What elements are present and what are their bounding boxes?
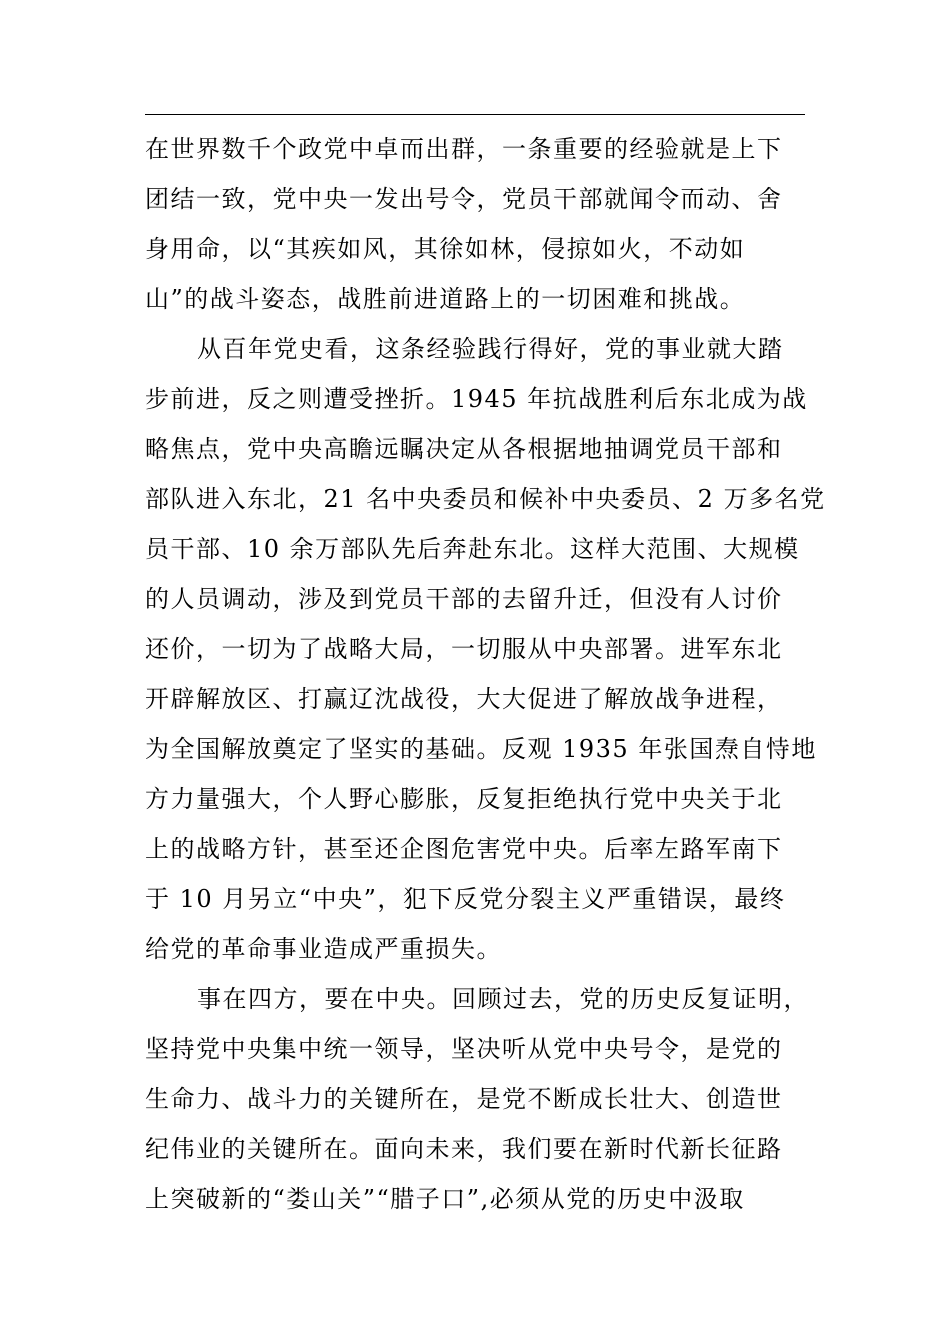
text-line: 纪伟业的关键所在。面向未来，我们要在新时代新长征路 (145, 1135, 783, 1163)
text-line: 员干部、10 余万部队先后奔赴东北。这样大范围、大规模 (145, 535, 800, 563)
document-body (145, 124, 845, 1224)
text-line: 在世界数千个政党中卓而出群，一条重要的经验就是上下 (145, 135, 783, 163)
text-line: 步前进，反之则遭受挫折。1945 年抗战胜利后东北成为战 (145, 385, 808, 413)
text-line: 上突破新的“娄山关”“腊子口”,必须从党的历史中汲取 (145, 1185, 745, 1213)
text-line: 略焦点，党中央高瞻远瞩决定从各根据地抽调党员干部和 (145, 435, 783, 463)
text-line: 给党的革命事业造成严重损失。 (145, 935, 502, 963)
text-line: 方力量强大，个人野心膨胀，反复拒绝执行党中央关于北 (145, 785, 783, 813)
text-line: 的人员调动，涉及到党员干部的去留升迁，但没有人讨价 (145, 585, 783, 613)
text-line: 部队进入东北，21 名中央委员和候补中央委员、2 万多名党 (145, 485, 826, 513)
text-line: 身用命，以“其疾如风，其徐如林，侵掠如火，不动如 (145, 235, 746, 263)
paragraph-first-line: 事在四方，要在中央。回顾过去，党的历史反复证明， (197, 985, 809, 1013)
text-line: 山”的战斗姿态，战胜前进道路上的一切困难和挑战。 (145, 285, 746, 313)
text-line: 还价，一切为了战略大局，一切服从中央部署。进军东北 (145, 635, 783, 663)
paragraph-first-line: 从百年党史看，这条经验践行得好，党的事业就大踏 (197, 335, 784, 363)
text-line: 上的战略方针，甚至还企图危害党中央。后率左路军南下 (145, 835, 783, 863)
text-line: 为全国解放奠定了坚实的基础。反观 1935 年张国焘自恃地 (145, 735, 817, 763)
text-line: 团结一致，党中央一发出号令，党员干部就闻令而动、舍 (145, 185, 783, 213)
text-line: 坚持党中央集中统一领导，坚决听从党中央号令，是党的 (145, 1035, 783, 1063)
text-line: 于 10 月另立“中央”，犯下反党分裂主义严重错误，最终 (145, 885, 786, 913)
text-line: 开辟解放区、打赢辽沈战役，大大促进了解放战争进程， (145, 685, 783, 713)
header-rule (145, 114, 805, 115)
text-line: 生命力、战斗力的关键所在，是党不断成长壮大、创造世 (145, 1085, 783, 1113)
